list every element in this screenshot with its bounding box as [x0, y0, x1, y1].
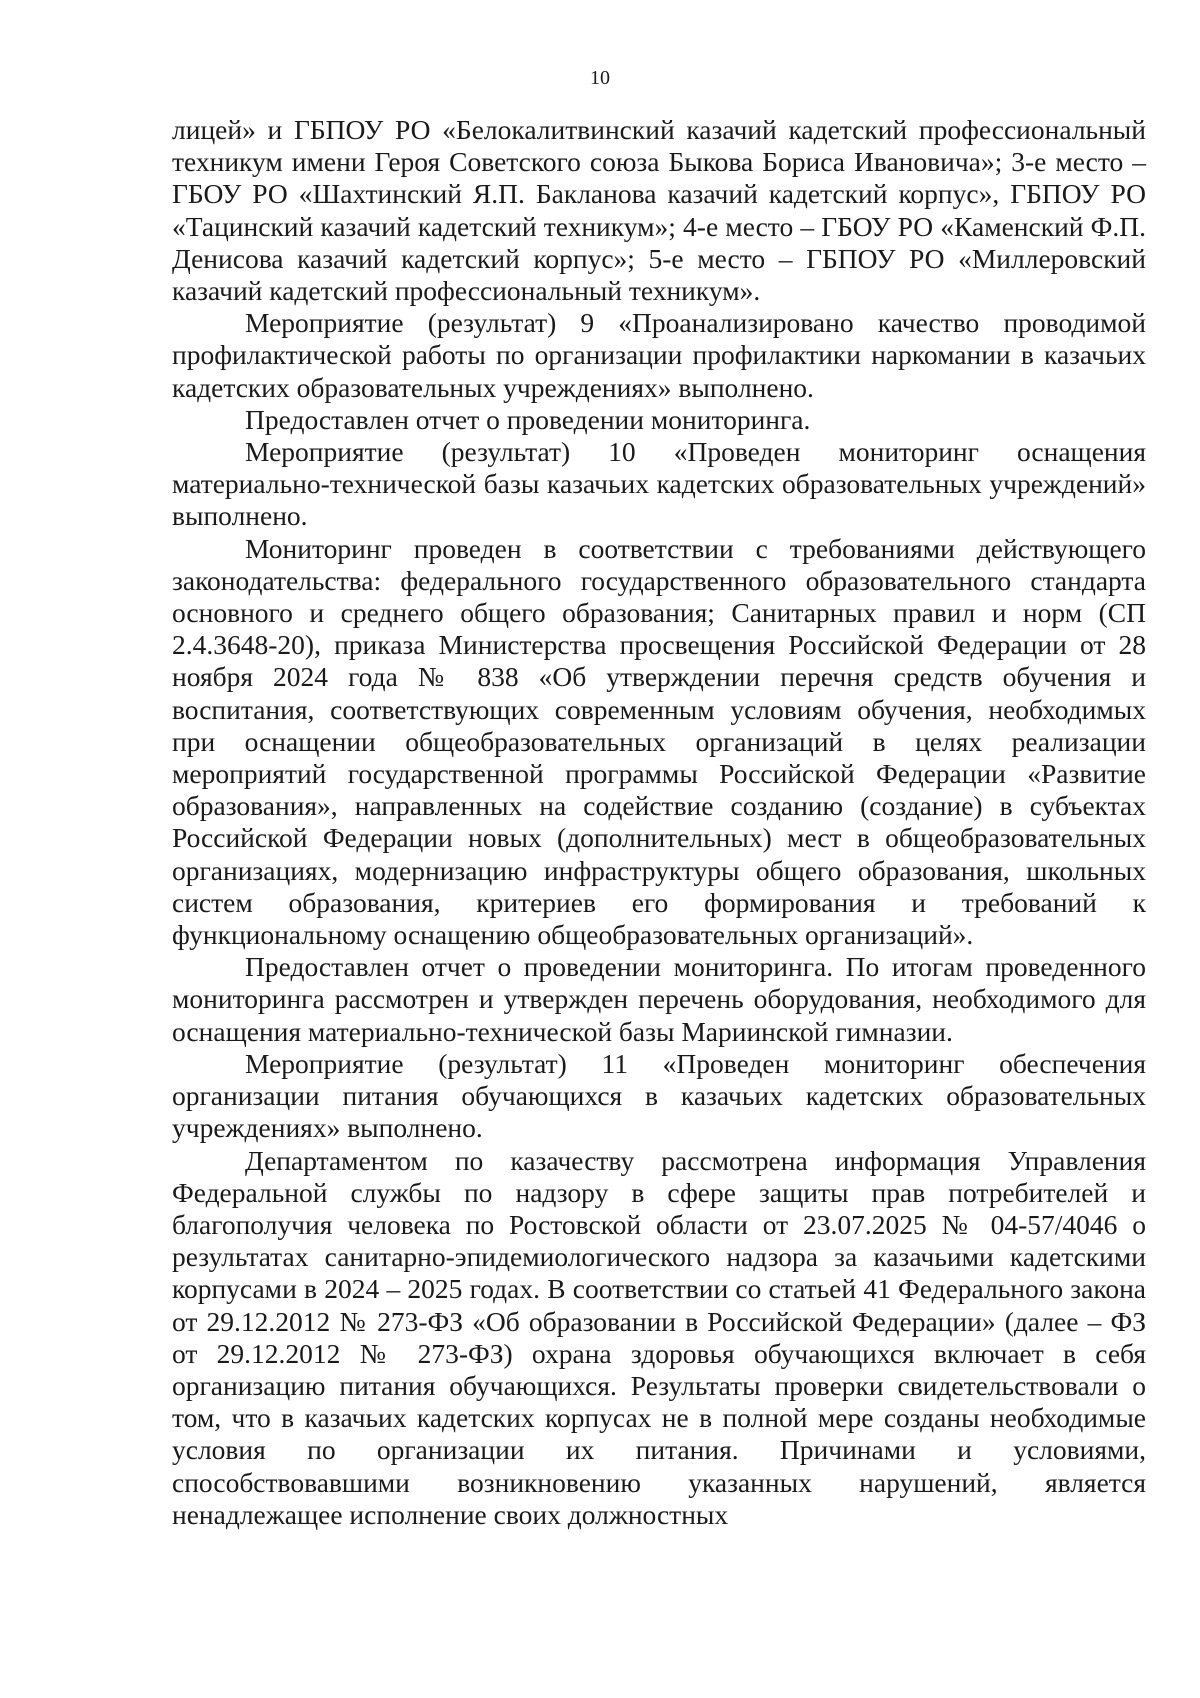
paragraph-3: Предоставлен отчет о проведении мониторинга.	[245, 403, 811, 435]
paragraph-8: Департаментом по казачеству рассмотрена информация Управления Федеральной службы по надзору в сфере защиты прав потребителей и благополучия человека по Ростовской области от 23.07.2025 № 04-57/4046 о результатах санитарно-эпидемиологического надзора за казачьими кадетскими корпусами в 2024 – 2025 годах. В соответствии со статьей 41 Федерального закона от 29.12.2012 № 273-ФЗ «Об образовании в Российской Федерации» (далее – ФЗ от 29.12.2012 № 273-ФЗ) охрана здоровья обучающихся включает в себя организацию питания обучающихся. Результаты проверки свидетельствовали о том, что в казачьих кадетских корпусах не в полной мере созданы необходимые условия по организации их питания. Причинами и условиями, способствовавшими возникновению указанных нарушений, является ненадлежащее исполнение своих должностных	[172, 1144, 1146, 1530]
paragraph-2: Мероприятие (результат) 9 «Проанализировано качество проводимой профилактической работы по организации профилактики наркомании в казачьих кадетских образовательных учреждениях» выполнено.	[172, 307, 1146, 403]
paragraph-6: Предоставлен отчет о проведении мониторинга. По итогам проведенного мониторинга рассмотрен и утвержден перечень оборудования, необходимого для оснащения материально-технической базы Мариинской гимназии.	[172, 951, 1146, 1047]
paragraph-5: Мониторинг проведен в соответствии с требованиями действующего законодательства: федерального государственного образовательного стандарта основного и среднего общего образования; Санитарных правил и норм (СП 2.4.3648-20), приказа Министерства просвещения Российской Федерации от 28 ноября 2024 года № 838 «Об утверждении перечня средств обучения и воспитания, соответствующих современным условиям обучения, необходимых при оснащении общеобразовательных организаций в целях реализации мероприятий государственной программы Российской Федерации «Развитие образования», направленных на содействие созданию (создание) в субъектах Российской Федерации новых (дополнительных) мест в общеобразовательных организациях, модернизацию инфраструктуры общего образования, школьных систем образования, критериев его формирования и требований к функциональному оснащению общеобразовательных организаций».	[172, 532, 1146, 951]
paragraph-1: лицей» и ГБПОУ РО «Белокалитвинский казачий кадетский профессиональный техникум имени Героя Советского союза Быкова Бориса Ивановича»; 3-е место – ГБОУ РО «Шахтинский Я.П. Бакланова казачий кадетский корпус», ГБПОУ РО «Тацинский казачий кадетский техникум»; 4-е место – ГБОУ РО «Каменский Ф.П. Денисова казачий кадетский корпус»; 5-е место – ГБПОУ РО «Миллеровский казачий кадетский профессиональный техникум».	[172, 114, 1146, 307]
document-body	[172, 114, 1146, 1531]
paragraph-4: Мероприятие (результат) 10 «Проведен мониторинг оснащения материально-технической базы казачьих кадетских образовательных учреждений» выполнено.	[172, 436, 1146, 532]
page-number: 10	[590, 67, 610, 89]
paragraph-7: Мероприятие (результат) 11 «Проведен мониторинг обеспечения организации питания обучающихся в казачьих кадетских образовательных учреждениях» выполнено.	[172, 1047, 1146, 1144]
